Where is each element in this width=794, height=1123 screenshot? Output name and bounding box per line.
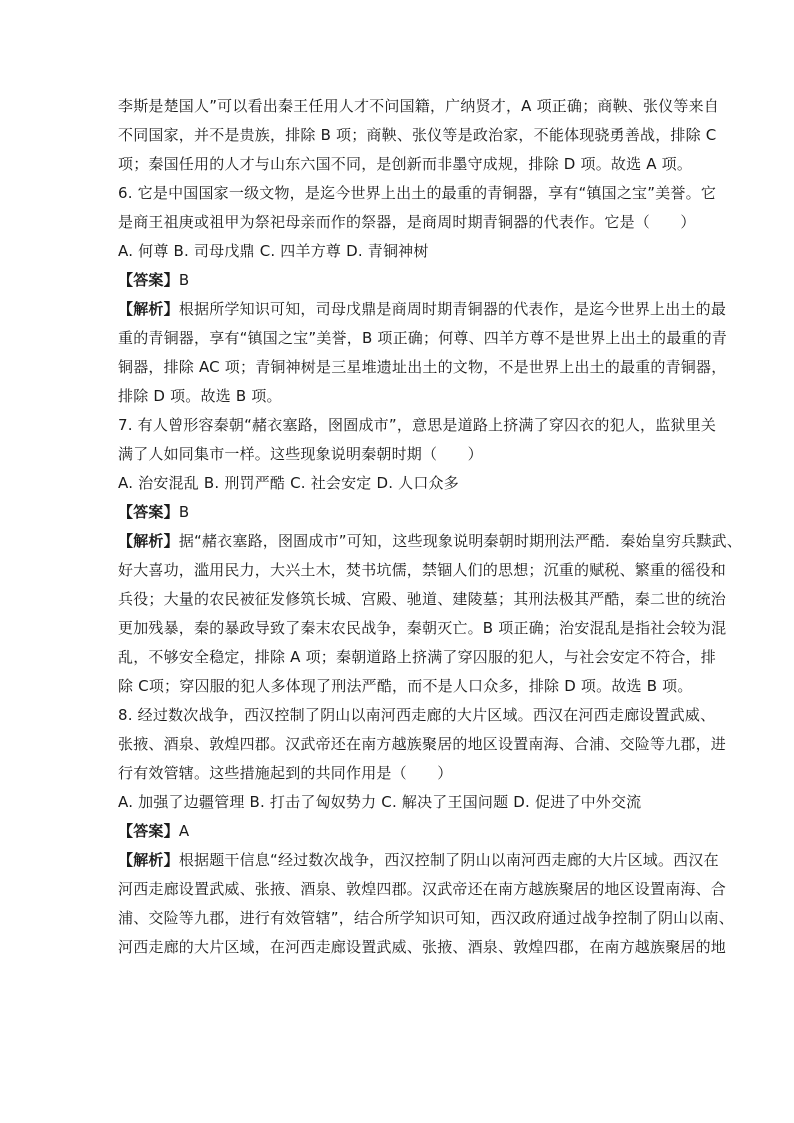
analysis-label: 【解析】 xyxy=(118,851,179,869)
analysis-label: 【解析】 xyxy=(118,532,179,550)
text-line: 除 C项；穿囚服的犯人多体现了刑法严酷，而不是人口众多，排除 D 项。故选 B 项。 xyxy=(118,677,693,695)
question-6-line: 是商王祖庚或祖甲为祭祀母亲而作的祭器，是商周时期青铜器的代表作。它是（ ） xyxy=(118,213,696,231)
text-line: 李斯是楚国人”可以看出秦王任用人才不问国籍，广纳贤才，A 项正确；商鞅、张仪等来自 xyxy=(118,97,720,115)
text-line: 兵役；大量的农民被征发修筑长城、宫殿、驰道、建陵墓；其刑法极其严酷，秦二世的统治 xyxy=(118,590,727,608)
analysis-line: 【解析】据“赭衣塞路，囹圄成市”可知，这些现象说明秦朝时期刑法严酷．秦始皇穷兵黩武、 xyxy=(118,532,742,550)
question-6-line: 6. 它是中国国家一级文物，是迄今世界上出土的最重的青铜器，享有“镇国之宝”美誉。它 xyxy=(118,184,717,202)
text-line: 好大喜功，滥用民力，大兴土木，焚书坑儒，禁锢人们的思想；沉重的赋税、繁重的徭役和 xyxy=(118,561,727,579)
answer-label: 【答案】 xyxy=(118,271,179,289)
question-7-options: A. 治安混乱 B. 刑罚严酷 C. 社会安定 D. 人口众多 xyxy=(118,474,459,492)
question-8-line: 行有效管辖。这些措施起到的共同作用是（ ） xyxy=(118,764,453,782)
text-line: 项；秦国任用的人才与山东六国不同，是创新而非墨守成规，排除 D 项。故选 A 项。 xyxy=(118,155,693,173)
analysis-line: 【解析】根据所学知识可知，司母戊鼎是商周时期青铜器的代表作，是迄今世界上出土的最 xyxy=(118,300,727,318)
text-line: 重的青铜器，享有“镇国之宝”美誉，B 项正确；何尊、四羊方尊不是世界上出土的最重的青 xyxy=(118,329,728,347)
text-line: 浦、交险等九郡，进行有效管辖”，结合所学知识可知，西汉政府通过战争控制了阴山以南、 xyxy=(118,909,734,927)
text-line: 不同国家，并不是贵族，排除 B 项；商鞅、张仪等是政治家，不能体现骁勇善战，排除 C xyxy=(118,126,717,144)
question-6-options: A. 何尊 B. 司母戊鼎 C. 四羊方尊 D. 青铜神树 xyxy=(118,242,429,260)
analysis-label: 【解析】 xyxy=(118,300,179,318)
question-8-line: 张掖、酒泉、敦煌四郡。汉武帝还在南方越族聚居的地区设置南海、合浦、交险等九郡，进 xyxy=(118,735,727,753)
text-line: 排除 D 项。故选 B 项。 xyxy=(118,387,282,405)
text-line: 更加残暴，秦的暴政导致了秦末农民战争，秦朝灭亡。B 项正确；治安混乱是指社会较为混 xyxy=(118,619,727,637)
analysis-line: 【解析】根据题干信息“经过数次战争，西汉控制了阴山以南河西走廊的大片区域。西汉在 xyxy=(118,851,719,869)
text-line: 乱，不够安全稳定，排除 A 项；秦朝道路上挤满了穿囚服的犯人，与社会安定不符合，排 xyxy=(118,648,717,666)
answer-label: 【答案】 xyxy=(118,822,179,840)
question-8-options: A. 加强了边疆管理 B. 打击了匈奴势力 C. 解决了王国问题 D. 促进了中外交流 xyxy=(118,793,642,811)
answer-line: 【答案】B xyxy=(118,271,190,289)
question-8-line: 8. 经过数次战争，西汉控制了阴山以南河西走廊的大片区域。西汉在河西走廊设置武威、 xyxy=(118,706,716,724)
answer-line: 【答案】A xyxy=(118,822,190,840)
question-7-line: 7. 有人曾形容秦朝“赭衣塞路，囹圄成市”，意思是道路上挤满了穿囚衣的犯人，监狱里关 xyxy=(118,416,717,434)
text-line: 河西走廊的大片区域，在河西走廊设置武威、张掖、酒泉、敦煌四郡，在南方越族聚居的地 xyxy=(118,938,727,956)
answer-line: 【答案】B xyxy=(118,503,190,521)
text-line: 河西走廊设置武威、张掖、酒泉、敦煌四郡。汉武帝还在南方越族聚居的地区设置南海、合 xyxy=(118,880,727,898)
document-page xyxy=(118,92,742,962)
answer-label: 【答案】 xyxy=(118,503,179,521)
text-line: 铜器，排除 AC 项；青铜神树是三星堆遗址出土的文物，不是世界上出土的最重的青铜器， xyxy=(118,358,727,376)
question-7-line: 满了人如同集市一样。这些现象说明秦朝时期（ ） xyxy=(118,445,483,463)
